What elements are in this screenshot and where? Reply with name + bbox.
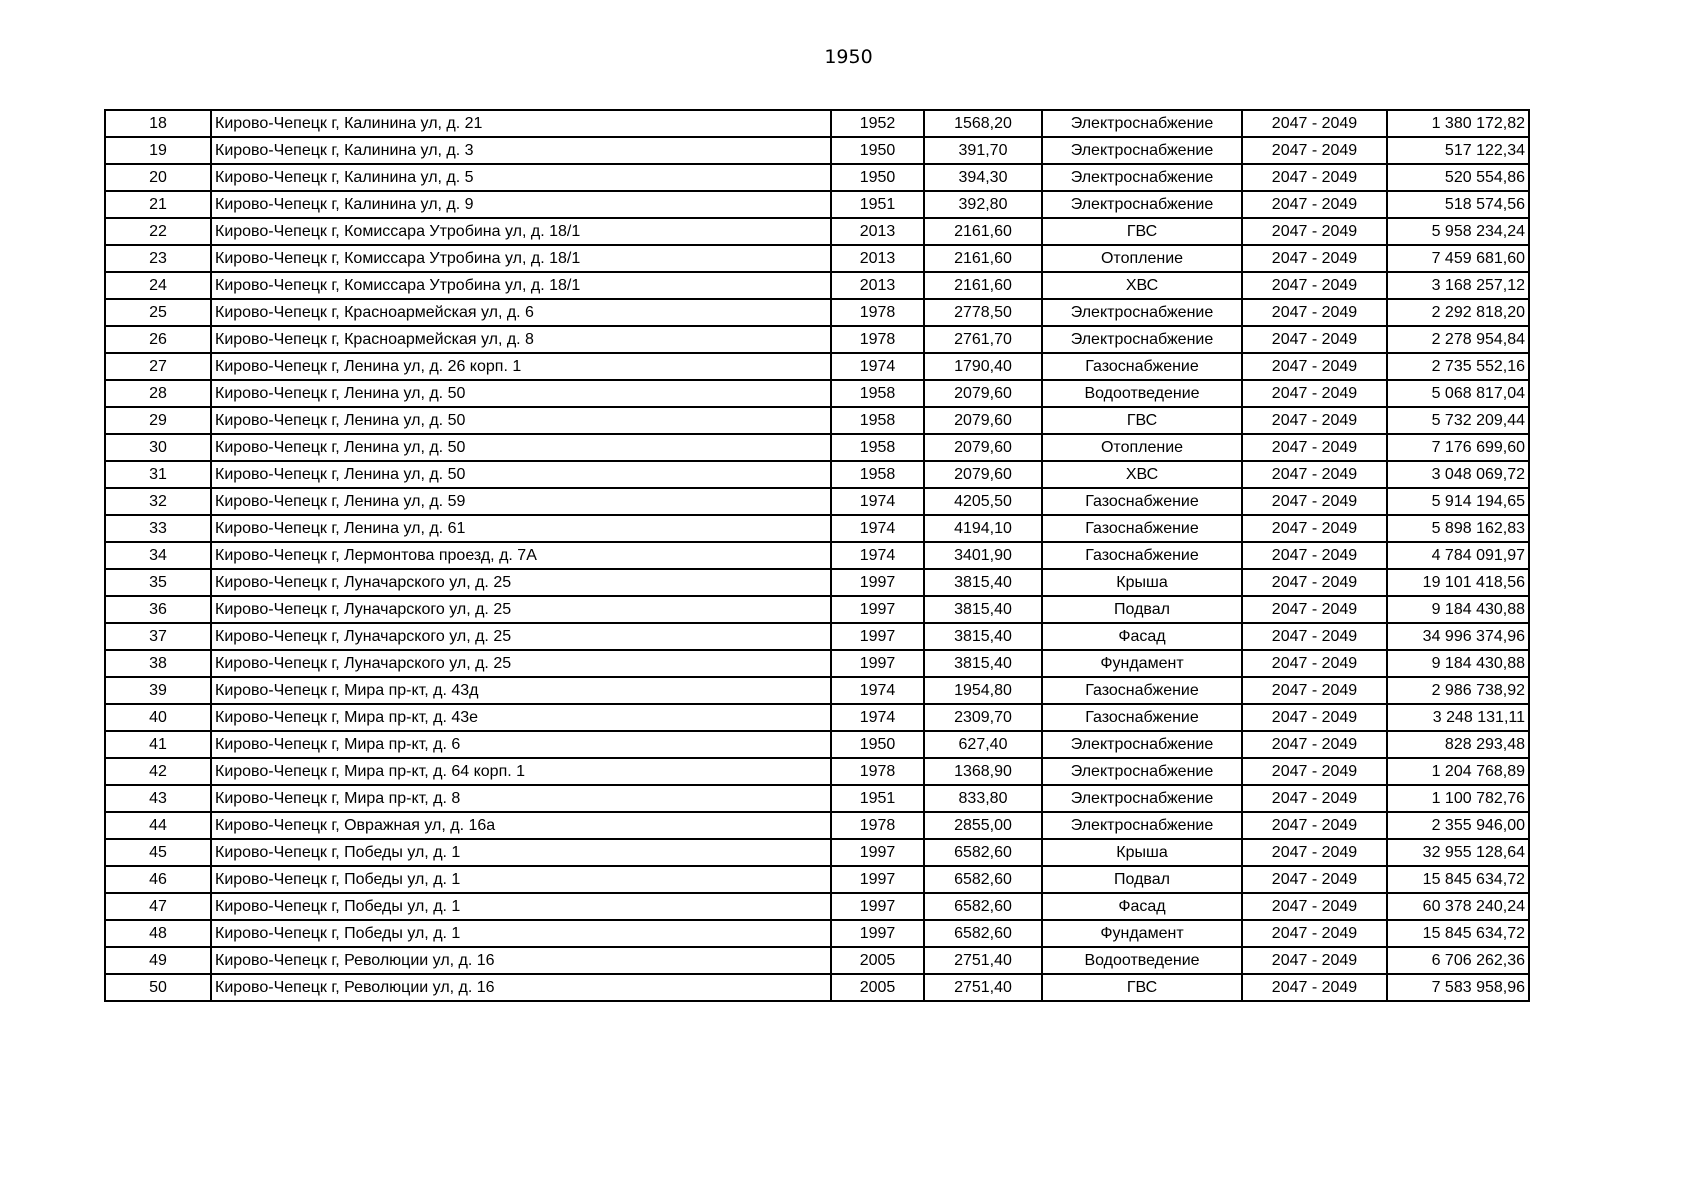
work-type-cell: Отопление bbox=[1042, 245, 1242, 272]
row-number-cell: 22 bbox=[105, 218, 211, 245]
period-cell: 2047 - 2049 bbox=[1242, 569, 1387, 596]
table-row bbox=[105, 920, 1529, 947]
address-cell: Кирово-Чепецк г, Калинина ул, д. 21 bbox=[211, 110, 831, 137]
row-number-cell: 25 bbox=[105, 299, 211, 326]
area-cell: 2761,70 bbox=[924, 326, 1042, 353]
work-type-cell: Фундамент bbox=[1042, 920, 1242, 947]
area-cell: 3815,40 bbox=[924, 650, 1042, 677]
address-cell: Кирово-Чепецк г, Ленина ул, д. 50 bbox=[211, 434, 831, 461]
area-cell: 3401,90 bbox=[924, 542, 1042, 569]
area-cell: 2161,60 bbox=[924, 245, 1042, 272]
year-cell: 1997 bbox=[831, 650, 924, 677]
period-cell: 2047 - 2049 bbox=[1242, 488, 1387, 515]
area-cell: 1790,40 bbox=[924, 353, 1042, 380]
address-cell: Кирово-Чепецк г, Овражная ул, д. 16а bbox=[211, 812, 831, 839]
table-row bbox=[105, 812, 1529, 839]
year-cell: 1950 bbox=[831, 731, 924, 758]
row-number-cell: 29 bbox=[105, 407, 211, 434]
year-cell: 1978 bbox=[831, 326, 924, 353]
address-cell: Кирово-Чепецк г, Мира пр-кт, д. 43д bbox=[211, 677, 831, 704]
period-cell: 2047 - 2049 bbox=[1242, 515, 1387, 542]
cost-cell: 7 583 958,96 bbox=[1387, 974, 1529, 1001]
cost-cell: 2 986 738,92 bbox=[1387, 677, 1529, 704]
table-row bbox=[105, 299, 1529, 326]
area-cell: 2309,70 bbox=[924, 704, 1042, 731]
cost-cell: 5 958 234,24 bbox=[1387, 218, 1529, 245]
address-cell: Кирово-Чепецк г, Луначарского ул, д. 25 bbox=[211, 650, 831, 677]
work-type-cell: ГВС bbox=[1042, 407, 1242, 434]
row-number-cell: 31 bbox=[105, 461, 211, 488]
period-cell: 2047 - 2049 bbox=[1242, 731, 1387, 758]
year-cell: 2013 bbox=[831, 272, 924, 299]
address-cell: Кирово-Чепецк г, Калинина ул, д. 3 bbox=[211, 137, 831, 164]
year-cell: 1974 bbox=[831, 488, 924, 515]
work-type-cell: ХВС bbox=[1042, 461, 1242, 488]
address-cell: Кирово-Чепецк г, Комиссара Утробина ул, д. 18/1 bbox=[211, 218, 831, 245]
cost-cell: 2 292 818,20 bbox=[1387, 299, 1529, 326]
row-number-cell: 49 bbox=[105, 947, 211, 974]
year-cell: 1952 bbox=[831, 110, 924, 137]
cost-cell: 9 184 430,88 bbox=[1387, 650, 1529, 677]
area-cell: 2751,40 bbox=[924, 947, 1042, 974]
work-type-cell: Электроснабжение bbox=[1042, 164, 1242, 191]
period-cell: 2047 - 2049 bbox=[1242, 272, 1387, 299]
work-type-cell: Подвал bbox=[1042, 866, 1242, 893]
table-row bbox=[105, 731, 1529, 758]
period-cell: 2047 - 2049 bbox=[1242, 866, 1387, 893]
cost-cell: 3 168 257,12 bbox=[1387, 272, 1529, 299]
row-number-cell: 30 bbox=[105, 434, 211, 461]
table-row bbox=[105, 353, 1529, 380]
row-number-cell: 50 bbox=[105, 974, 211, 1001]
area-cell: 3815,40 bbox=[924, 569, 1042, 596]
address-cell: Кирово-Чепецк г, Мира пр-кт, д. 43е bbox=[211, 704, 831, 731]
area-cell: 391,70 bbox=[924, 137, 1042, 164]
area-cell: 2079,60 bbox=[924, 380, 1042, 407]
address-cell: Кирово-Чепецк г, Ленина ул, д. 61 bbox=[211, 515, 831, 542]
period-cell: 2047 - 2049 bbox=[1242, 164, 1387, 191]
area-cell: 6582,60 bbox=[924, 920, 1042, 947]
table-row bbox=[105, 245, 1529, 272]
address-cell: Кирово-Чепецк г, Победы ул, д. 1 bbox=[211, 893, 831, 920]
address-cell: Кирово-Чепецк г, Ленина ул, д. 50 bbox=[211, 407, 831, 434]
row-number-cell: 48 bbox=[105, 920, 211, 947]
period-cell: 2047 - 2049 bbox=[1242, 704, 1387, 731]
year-cell: 1978 bbox=[831, 758, 924, 785]
cost-cell: 1 100 782,76 bbox=[1387, 785, 1529, 812]
area-cell: 394,30 bbox=[924, 164, 1042, 191]
year-cell: 2013 bbox=[831, 245, 924, 272]
row-number-cell: 40 bbox=[105, 704, 211, 731]
row-number-cell: 39 bbox=[105, 677, 211, 704]
area-cell: 2855,00 bbox=[924, 812, 1042, 839]
table-row bbox=[105, 758, 1529, 785]
cost-cell: 7 176 699,60 bbox=[1387, 434, 1529, 461]
area-cell: 2079,60 bbox=[924, 461, 1042, 488]
table-row bbox=[105, 218, 1529, 245]
row-number-cell: 26 bbox=[105, 326, 211, 353]
period-cell: 2047 - 2049 bbox=[1242, 461, 1387, 488]
table-row bbox=[105, 272, 1529, 299]
period-cell: 2047 - 2049 bbox=[1242, 812, 1387, 839]
row-number-cell: 46 bbox=[105, 866, 211, 893]
address-cell: Кирово-Чепецк г, Лермонтова проезд, д. 7А bbox=[211, 542, 831, 569]
cost-cell: 32 955 128,64 bbox=[1387, 839, 1529, 866]
address-cell: Кирово-Чепецк г, Луначарского ул, д. 25 bbox=[211, 596, 831, 623]
address-cell: Кирово-Чепецк г, Калинина ул, д. 5 bbox=[211, 164, 831, 191]
work-type-cell: Газоснабжение bbox=[1042, 515, 1242, 542]
work-type-cell: Электроснабжение bbox=[1042, 110, 1242, 137]
row-number-cell: 37 bbox=[105, 623, 211, 650]
row-number-cell: 28 bbox=[105, 380, 211, 407]
table-row bbox=[105, 596, 1529, 623]
table-row bbox=[105, 623, 1529, 650]
period-cell: 2047 - 2049 bbox=[1242, 596, 1387, 623]
area-cell: 2079,60 bbox=[924, 434, 1042, 461]
cost-cell: 4 784 091,97 bbox=[1387, 542, 1529, 569]
row-number-cell: 44 bbox=[105, 812, 211, 839]
area-cell: 2079,60 bbox=[924, 407, 1042, 434]
period-cell: 2047 - 2049 bbox=[1242, 758, 1387, 785]
period-cell: 2047 - 2049 bbox=[1242, 380, 1387, 407]
work-type-cell: ХВС bbox=[1042, 272, 1242, 299]
area-cell: 2161,60 bbox=[924, 272, 1042, 299]
row-number-cell: 41 bbox=[105, 731, 211, 758]
year-cell: 1958 bbox=[831, 380, 924, 407]
work-type-cell: Газоснабжение bbox=[1042, 542, 1242, 569]
period-cell: 2047 - 2049 bbox=[1242, 299, 1387, 326]
table-row bbox=[105, 164, 1529, 191]
row-number-cell: 27 bbox=[105, 353, 211, 380]
address-cell: Кирово-Чепецк г, Мира пр-кт, д. 64 корп. 1 bbox=[211, 758, 831, 785]
address-cell: Кирово-Чепецк г, Мира пр-кт, д. 8 bbox=[211, 785, 831, 812]
row-number-cell: 33 bbox=[105, 515, 211, 542]
row-number-cell: 35 bbox=[105, 569, 211, 596]
address-cell: Кирово-Чепецк г, Луначарского ул, д. 25 bbox=[211, 569, 831, 596]
period-cell: 2047 - 2049 bbox=[1242, 650, 1387, 677]
year-cell: 1958 bbox=[831, 461, 924, 488]
address-cell: Кирово-Чепецк г, Ленина ул, д. 26 корп. 1 bbox=[211, 353, 831, 380]
area-cell: 3815,40 bbox=[924, 623, 1042, 650]
year-cell: 1997 bbox=[831, 920, 924, 947]
address-cell: Кирово-Чепецк г, Ленина ул, д. 50 bbox=[211, 461, 831, 488]
year-cell: 1997 bbox=[831, 596, 924, 623]
work-type-cell: Газоснабжение bbox=[1042, 353, 1242, 380]
table-row bbox=[105, 542, 1529, 569]
repair-schedule-table bbox=[104, 109, 1530, 1002]
period-cell: 2047 - 2049 bbox=[1242, 245, 1387, 272]
period-cell: 2047 - 2049 bbox=[1242, 218, 1387, 245]
year-cell: 1974 bbox=[831, 677, 924, 704]
work-type-cell: Электроснабжение bbox=[1042, 812, 1242, 839]
table-row bbox=[105, 839, 1529, 866]
year-cell: 1997 bbox=[831, 839, 924, 866]
year-cell: 1958 bbox=[831, 434, 924, 461]
table-row bbox=[105, 380, 1529, 407]
table-row bbox=[105, 488, 1529, 515]
period-cell: 2047 - 2049 bbox=[1242, 191, 1387, 218]
year-cell: 1974 bbox=[831, 515, 924, 542]
work-type-cell: Крыша bbox=[1042, 839, 1242, 866]
period-cell: 2047 - 2049 bbox=[1242, 947, 1387, 974]
row-number-cell: 36 bbox=[105, 596, 211, 623]
period-cell: 2047 - 2049 bbox=[1242, 785, 1387, 812]
address-cell: Кирово-Чепецк г, Мира пр-кт, д. 6 bbox=[211, 731, 831, 758]
work-type-cell: ГВС bbox=[1042, 974, 1242, 1001]
address-cell: Кирово-Чепецк г, Комиссара Утробина ул, д. 18/1 bbox=[211, 245, 831, 272]
period-cell: 2047 - 2049 bbox=[1242, 677, 1387, 704]
year-cell: 1950 bbox=[831, 137, 924, 164]
cost-cell: 60 378 240,24 bbox=[1387, 893, 1529, 920]
cost-cell: 2 355 946,00 bbox=[1387, 812, 1529, 839]
table-row bbox=[105, 947, 1529, 974]
period-cell: 2047 - 2049 bbox=[1242, 623, 1387, 650]
period-cell: 2047 - 2049 bbox=[1242, 137, 1387, 164]
cost-cell: 15 845 634,72 bbox=[1387, 920, 1529, 947]
work-type-cell: Крыша bbox=[1042, 569, 1242, 596]
table-row bbox=[105, 650, 1529, 677]
year-cell: 2005 bbox=[831, 974, 924, 1001]
address-cell: Кирово-Чепецк г, Революции ул, д. 16 bbox=[211, 947, 831, 974]
work-type-cell: Электроснабжение bbox=[1042, 326, 1242, 353]
address-cell: Кирово-Чепецк г, Красноармейская ул, д. 6 bbox=[211, 299, 831, 326]
cost-cell: 34 996 374,96 bbox=[1387, 623, 1529, 650]
work-type-cell: Отопление bbox=[1042, 434, 1242, 461]
row-number-cell: 23 bbox=[105, 245, 211, 272]
year-cell: 1974 bbox=[831, 542, 924, 569]
table-row bbox=[105, 326, 1529, 353]
cost-cell: 5 898 162,83 bbox=[1387, 515, 1529, 542]
address-cell: Кирово-Чепецк г, Комиссара Утробина ул, д. 18/1 bbox=[211, 272, 831, 299]
period-cell: 2047 - 2049 bbox=[1242, 326, 1387, 353]
cost-cell: 5 914 194,65 bbox=[1387, 488, 1529, 515]
period-cell: 2047 - 2049 bbox=[1242, 110, 1387, 137]
area-cell: 4205,50 bbox=[924, 488, 1042, 515]
area-cell: 627,40 bbox=[924, 731, 1042, 758]
address-cell: Кирово-Чепецк г, Ленина ул, д. 50 bbox=[211, 380, 831, 407]
cost-cell: 1 380 172,82 bbox=[1387, 110, 1529, 137]
row-number-cell: 18 bbox=[105, 110, 211, 137]
row-number-cell: 24 bbox=[105, 272, 211, 299]
table-row bbox=[105, 461, 1529, 488]
year-cell: 1997 bbox=[831, 893, 924, 920]
work-type-cell: Электроснабжение bbox=[1042, 137, 1242, 164]
work-type-cell: Газоснабжение bbox=[1042, 677, 1242, 704]
work-type-cell: Фасад bbox=[1042, 623, 1242, 650]
cost-cell: 1 204 768,89 bbox=[1387, 758, 1529, 785]
row-number-cell: 20 bbox=[105, 164, 211, 191]
year-cell: 1958 bbox=[831, 407, 924, 434]
address-cell: Кирово-Чепецк г, Революции ул, д. 16 bbox=[211, 974, 831, 1001]
table-row bbox=[105, 974, 1529, 1001]
area-cell: 2778,50 bbox=[924, 299, 1042, 326]
cost-cell: 15 845 634,72 bbox=[1387, 866, 1529, 893]
period-cell: 2047 - 2049 bbox=[1242, 434, 1387, 461]
year-cell: 2013 bbox=[831, 218, 924, 245]
area-cell: 2751,40 bbox=[924, 974, 1042, 1001]
year-cell: 1974 bbox=[831, 704, 924, 731]
work-type-cell: Электроснабжение bbox=[1042, 758, 1242, 785]
area-cell: 2161,60 bbox=[924, 218, 1042, 245]
area-cell: 6582,60 bbox=[924, 893, 1042, 920]
work-type-cell: Газоснабжение bbox=[1042, 704, 1242, 731]
table-row bbox=[105, 137, 1529, 164]
period-cell: 2047 - 2049 bbox=[1242, 542, 1387, 569]
row-number-cell: 19 bbox=[105, 137, 211, 164]
table-row bbox=[105, 191, 1529, 218]
address-cell: Кирово-Чепецк г, Победы ул, д. 1 bbox=[211, 839, 831, 866]
table-row bbox=[105, 704, 1529, 731]
table-row bbox=[105, 110, 1529, 137]
cost-cell: 828 293,48 bbox=[1387, 731, 1529, 758]
area-cell: 3815,40 bbox=[924, 596, 1042, 623]
year-cell: 1997 bbox=[831, 569, 924, 596]
table-row bbox=[105, 677, 1529, 704]
area-cell: 6582,60 bbox=[924, 839, 1042, 866]
work-type-cell: Подвал bbox=[1042, 596, 1242, 623]
period-cell: 2047 - 2049 bbox=[1242, 920, 1387, 947]
year-cell: 1951 bbox=[831, 191, 924, 218]
area-cell: 1568,20 bbox=[924, 110, 1042, 137]
cost-cell: 3 048 069,72 bbox=[1387, 461, 1529, 488]
area-cell: 392,80 bbox=[924, 191, 1042, 218]
table-row bbox=[105, 785, 1529, 812]
cost-cell: 2 735 552,16 bbox=[1387, 353, 1529, 380]
row-number-cell: 42 bbox=[105, 758, 211, 785]
period-cell: 2047 - 2049 bbox=[1242, 974, 1387, 1001]
area-cell: 1368,90 bbox=[924, 758, 1042, 785]
area-cell: 833,80 bbox=[924, 785, 1042, 812]
row-number-cell: 47 bbox=[105, 893, 211, 920]
work-type-cell: Электроснабжение bbox=[1042, 731, 1242, 758]
cost-cell: 3 248 131,11 bbox=[1387, 704, 1529, 731]
row-number-cell: 38 bbox=[105, 650, 211, 677]
period-cell: 2047 - 2049 bbox=[1242, 893, 1387, 920]
work-type-cell: Водоотведение bbox=[1042, 380, 1242, 407]
cost-cell: 517 122,34 bbox=[1387, 137, 1529, 164]
year-cell: 1974 bbox=[831, 353, 924, 380]
row-number-cell: 32 bbox=[105, 488, 211, 515]
page-number: 1950 bbox=[824, 46, 873, 68]
year-cell: 1997 bbox=[831, 866, 924, 893]
address-cell: Кирово-Чепецк г, Победы ул, д. 1 bbox=[211, 920, 831, 947]
work-type-cell: Газоснабжение bbox=[1042, 488, 1242, 515]
area-cell: 6582,60 bbox=[924, 866, 1042, 893]
work-type-cell: Фасад bbox=[1042, 893, 1242, 920]
table-row bbox=[105, 866, 1529, 893]
work-type-cell: Электроснабжение bbox=[1042, 785, 1242, 812]
table-row bbox=[105, 434, 1529, 461]
table-row bbox=[105, 407, 1529, 434]
table-row bbox=[105, 569, 1529, 596]
row-number-cell: 34 bbox=[105, 542, 211, 569]
period-cell: 2047 - 2049 bbox=[1242, 407, 1387, 434]
period-cell: 2047 - 2049 bbox=[1242, 839, 1387, 866]
address-cell: Кирово-Чепецк г, Калинина ул, д. 9 bbox=[211, 191, 831, 218]
cost-cell: 5 732 209,44 bbox=[1387, 407, 1529, 434]
year-cell: 1978 bbox=[831, 812, 924, 839]
work-type-cell: ГВС bbox=[1042, 218, 1242, 245]
year-cell: 1950 bbox=[831, 164, 924, 191]
address-cell: Кирово-Чепецк г, Луначарского ул, д. 25 bbox=[211, 623, 831, 650]
address-cell: Кирово-Чепецк г, Победы ул, д. 1 bbox=[211, 866, 831, 893]
cost-cell: 9 184 430,88 bbox=[1387, 596, 1529, 623]
table-body bbox=[105, 110, 1529, 1001]
row-number-cell: 43 bbox=[105, 785, 211, 812]
cost-cell: 518 574,56 bbox=[1387, 191, 1529, 218]
year-cell: 2005 bbox=[831, 947, 924, 974]
row-number-cell: 45 bbox=[105, 839, 211, 866]
cost-cell: 2 278 954,84 bbox=[1387, 326, 1529, 353]
table-row bbox=[105, 515, 1529, 542]
year-cell: 1951 bbox=[831, 785, 924, 812]
cost-cell: 520 554,86 bbox=[1387, 164, 1529, 191]
year-cell: 1978 bbox=[831, 299, 924, 326]
area-cell: 1954,80 bbox=[924, 677, 1042, 704]
cost-cell: 19 101 418,56 bbox=[1387, 569, 1529, 596]
cost-cell: 6 706 262,36 bbox=[1387, 947, 1529, 974]
cost-cell: 5 068 817,04 bbox=[1387, 380, 1529, 407]
year-cell: 1997 bbox=[831, 623, 924, 650]
row-number-cell: 21 bbox=[105, 191, 211, 218]
address-cell: Кирово-Чепецк г, Красноармейская ул, д. 8 bbox=[211, 326, 831, 353]
work-type-cell: Водоотведение bbox=[1042, 947, 1242, 974]
work-type-cell: Электроснабжение bbox=[1042, 299, 1242, 326]
work-type-cell: Фундамент bbox=[1042, 650, 1242, 677]
address-cell: Кирово-Чепецк г, Ленина ул, д. 59 bbox=[211, 488, 831, 515]
period-cell: 2047 - 2049 bbox=[1242, 353, 1387, 380]
cost-cell: 7 459 681,60 bbox=[1387, 245, 1529, 272]
area-cell: 4194,10 bbox=[924, 515, 1042, 542]
work-type-cell: Электроснабжение bbox=[1042, 191, 1242, 218]
table-row bbox=[105, 893, 1529, 920]
